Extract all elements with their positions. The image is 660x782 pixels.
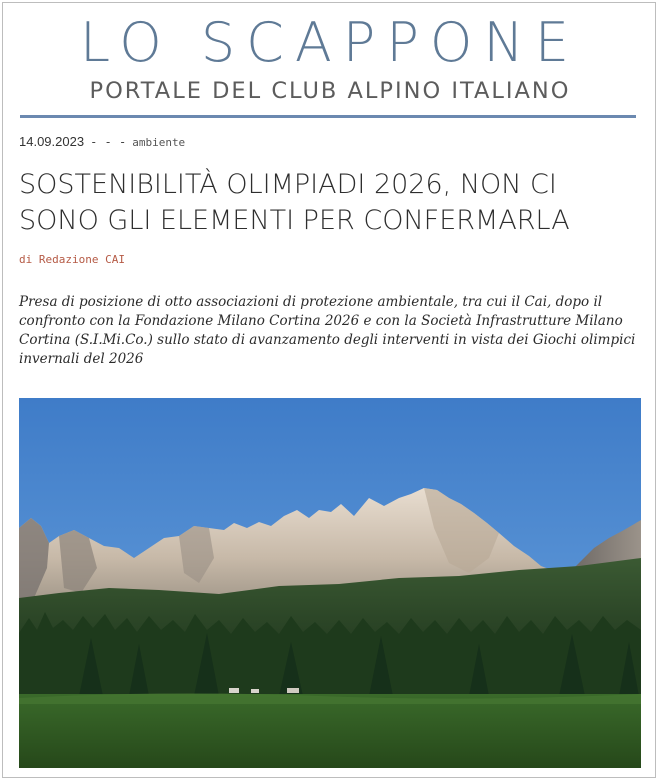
article-byline[interactable]: di Redazione CAI xyxy=(19,253,125,266)
article-meta xyxy=(19,134,185,151)
building xyxy=(251,689,259,693)
article-headline: SOSTENIBILITÀ OLIMPIADI 2026, NON CI SONO GLI ELEMENTI PER CONFERMARLA xyxy=(19,169,570,236)
page-frame xyxy=(2,2,656,778)
site-tagline: PORTALE DEL CLUB ALPINO ITALIANO xyxy=(89,78,571,104)
building xyxy=(287,688,299,693)
meta-separator: - - - xyxy=(90,135,127,149)
site-logo[interactable]: LO SCAPPONE xyxy=(80,11,580,74)
mountain-landscape-image xyxy=(19,398,641,768)
article-date: 14.09.2023 xyxy=(19,134,85,149)
article-category[interactable]: ambiente xyxy=(132,136,186,149)
article-lead: Presa di posizione di otto associazioni di protezione ambientale, tra cui il Cai, dopo il confronto con la Fondazione Milano Cortina 2026 e con la Società Infrastrutture Milano Cortina (S.I.Mi.Co.) sullo stato di avanzamento degli interventi in vista dei Giochi olimpici invernali del 2026 xyxy=(19,294,636,367)
building xyxy=(229,688,239,693)
meadow xyxy=(19,694,641,768)
masthead xyxy=(3,3,657,123)
masthead-divider xyxy=(20,115,636,118)
article-hero-image xyxy=(19,398,641,768)
